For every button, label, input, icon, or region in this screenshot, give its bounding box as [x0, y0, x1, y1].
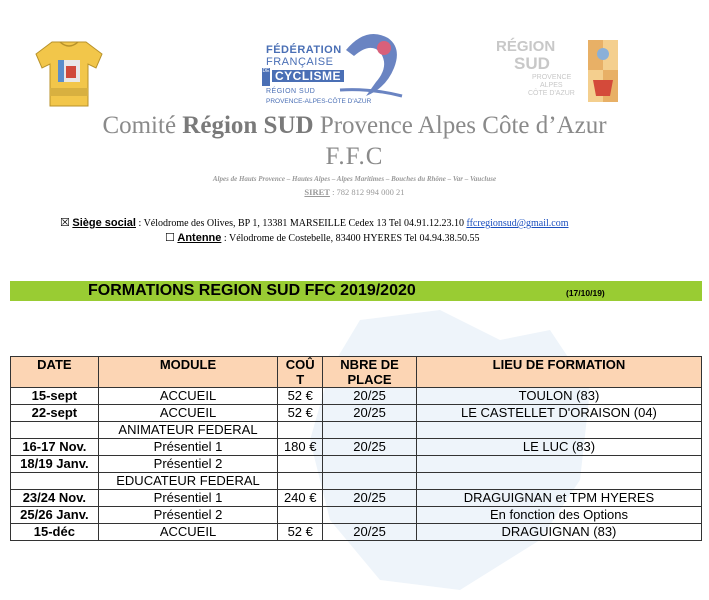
title-prefix: Comité [102, 112, 183, 139]
cell-module: Présentiel 1 [98, 439, 278, 456]
cell-date: 15-déc [11, 524, 99, 541]
ffc-subtitle: F.F.C [325, 143, 384, 170]
header-places: NBRE DE PLACE [323, 357, 417, 388]
cell-date [11, 473, 99, 490]
cell-cost: 52 € [278, 405, 323, 422]
region-line3: PROVENCE [532, 74, 572, 81]
cell-places: 20/25 [323, 388, 417, 405]
table-row [11, 388, 702, 405]
siret-label: SIRET [304, 187, 330, 197]
cell-module: ACCUEIL [98, 405, 278, 422]
ffc-line2: FRANÇAISE [266, 56, 334, 68]
cell-date: 16-17 Nov. [11, 439, 99, 456]
cell-places: 20/25 [323, 524, 417, 541]
cell-cost: 52 € [278, 388, 323, 405]
cell-places: 20/25 [323, 405, 417, 422]
table-row [11, 456, 702, 473]
ffc-de: DE [262, 68, 270, 86]
table-row [11, 507, 702, 524]
cell-date: 23/24 Nov. [11, 490, 99, 507]
siege-label: Siège social [72, 217, 136, 229]
cell-places [323, 456, 417, 473]
cell-date [11, 422, 99, 439]
cell-date: 15-sept [11, 388, 99, 405]
cell-date: 18/19 Janv. [11, 456, 99, 473]
antenne-line [165, 231, 479, 244]
table-header-row [11, 357, 702, 388]
header-cost: COÛ T [278, 357, 323, 388]
siret-value: : 782 812 994 000 21 [329, 187, 405, 197]
cell-cost: 180 € [278, 439, 323, 456]
ffc-line5: PROVENCE-ALPES-CÔTE D'AZUR [266, 98, 372, 105]
cell-cost [278, 507, 323, 524]
table-row [11, 422, 702, 439]
cell-module: ACCUEIL [98, 524, 278, 541]
antenne-checkbox-icon: ☐ [165, 231, 175, 244]
cell-module: EDUCATEUR FEDERAL [98, 473, 278, 490]
cell-places: 20/25 [323, 490, 417, 507]
banner-title: FORMATIONS REGION SUD FFC 2019/2020 [88, 282, 416, 299]
cell-module: Présentiel 1 [98, 490, 278, 507]
region-line1: RÉGION [496, 38, 556, 55]
region-shield-icon [588, 40, 618, 102]
departments-line: Alpes de Hauts Provence – Hautes Alpes – Alpes Maritimes – Bouches du Rhône – Var – Vaucluse [212, 175, 497, 183]
antenne-address: : Vélodrome de Costebelle, 83400 HYERES Tel 04.94.38.50.55 [221, 233, 480, 244]
region-line5: CÔTE D'AZUR [528, 90, 575, 97]
siege-email-link[interactable]: ffcregionsud@gmail.com [466, 218, 569, 229]
title-bold: Région SUD [182, 112, 314, 139]
header-date: DATE [11, 357, 99, 388]
table-row [11, 490, 702, 507]
cell-date: 22-sept [11, 405, 99, 422]
committee-title [0, 112, 709, 140]
cell-module: ANIMATEUR FEDERAL [98, 422, 278, 439]
ffc-logo [262, 30, 404, 110]
cell-cost [278, 473, 323, 490]
siege-checkbox-icon: ☒ [60, 216, 70, 229]
region-line2: SUD [514, 54, 550, 73]
siege-address: : Vélodrome des Olives, BP 1, 13381 MARSEILLE Cedex 13 Tel 04.91.12.23.10 [135, 218, 467, 229]
region-sud-logo [492, 36, 622, 106]
cell-cost [278, 456, 323, 473]
formation-schedule-table [10, 356, 702, 541]
table-row [11, 473, 702, 490]
ffc-line4: RÉGION SUD [266, 88, 316, 95]
cell-location: En fonction des Options [416, 507, 701, 524]
antenne-label: Antenne [177, 232, 222, 244]
siege-line [60, 216, 569, 229]
region-line4: ALPES [540, 82, 563, 89]
cell-location: DRAGUIGNAN (83) [416, 524, 701, 541]
cell-location: LE CASTELLET D'ORAISON (04) [416, 405, 701, 422]
cell-places [323, 507, 417, 524]
cell-location [416, 456, 701, 473]
title-suffix: Provence Alpes Côte d’Azur [313, 112, 607, 139]
ffc-line1: FÉDÉRATION [266, 44, 342, 56]
cell-location [416, 473, 701, 490]
cell-module: Présentiel 2 [98, 456, 278, 473]
cell-location: DRAGUIGNAN et TPM HYERES [416, 490, 701, 507]
cell-places [323, 422, 417, 439]
header-location: LIEU DE FORMATION [416, 357, 701, 388]
cell-cost: 52 € [278, 524, 323, 541]
siret-line [0, 187, 709, 197]
cell-cost: 240 € [278, 490, 323, 507]
cell-module: Présentiel 2 [98, 507, 278, 524]
banner-date: (17/10/19) [566, 288, 605, 298]
cell-location [416, 422, 701, 439]
ffc-line3: CYCLISME [272, 70, 344, 82]
cell-places: 20/25 [323, 439, 417, 456]
table-row [11, 405, 702, 422]
table-row [11, 439, 702, 456]
cell-location: LE LUC (83) [416, 439, 701, 456]
cell-places [323, 473, 417, 490]
cell-cost [278, 422, 323, 439]
jersey-logo [32, 38, 106, 108]
table-row [11, 524, 702, 541]
cell-date: 25/26 Janv. [11, 507, 99, 524]
cell-module: ACCUEIL [98, 388, 278, 405]
header-module: MODULE [98, 357, 278, 388]
cell-location: TOULON (83) [416, 388, 701, 405]
